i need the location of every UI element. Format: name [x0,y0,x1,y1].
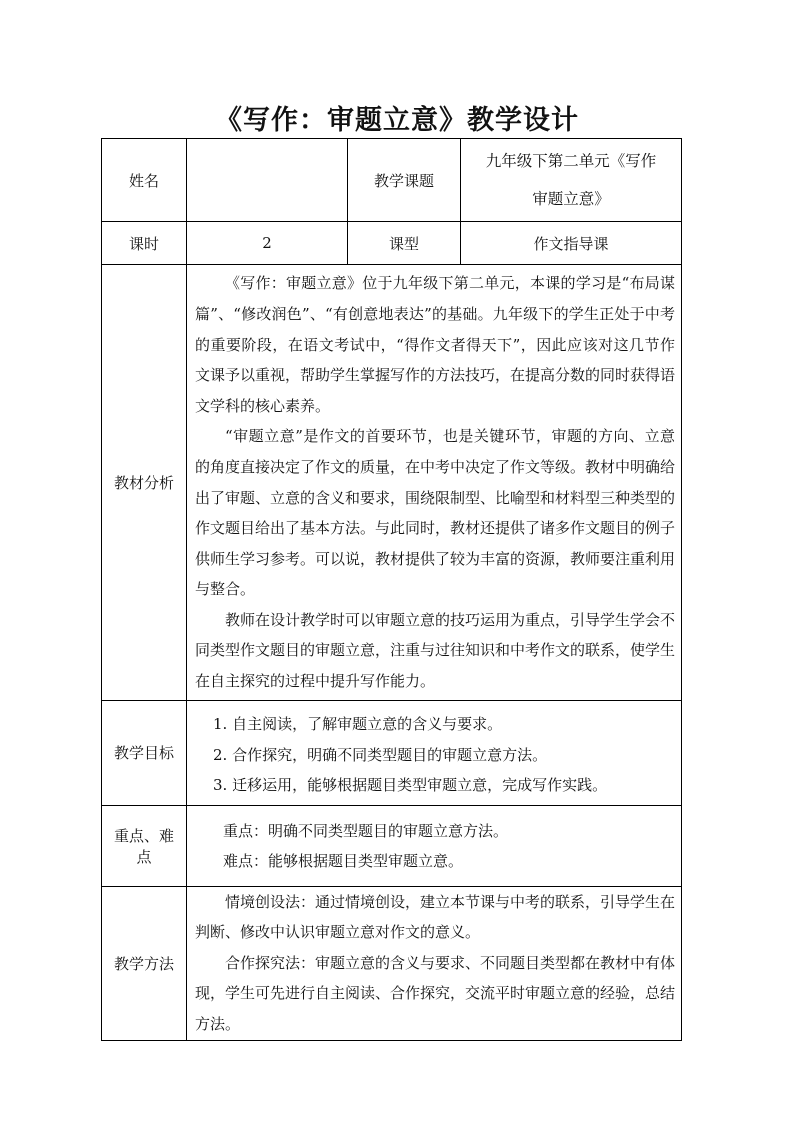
analysis-label: 教材分析 [102,265,187,701]
key-point: 重点：明确不同类型题目的审题立意方法。 [223,822,509,840]
method-paragraph: 合作探究法：审题立意的含义与要求、不同题目类型都在教材中有体现，学生可先进行自主阅读、合作探究，交流平时审题立意的经验，总结方法。 [195,953,676,1033]
hours-value: 2 [187,222,348,265]
name-label: 姓名 [102,139,187,222]
lesson-plan-table [101,138,682,1041]
page-title: 《写作：审题立意》教学设计 [215,105,579,136]
info-row-2 [102,222,682,265]
type-label: 课型 [348,222,461,265]
keypoints-content [187,805,682,886]
difficulty-point: 难点：能够根据题目类型审题立意。 [223,851,464,870]
goal-item: 1. 自主阅读，了解审题立意的含义与要求。 [213,715,503,733]
info-row-1 [102,139,682,222]
methods-label: 教学方法 [102,886,187,1040]
goal-item: 3. 迁移运用，能够根据题目类型审题立意，完成写作实践。 [213,776,608,794]
analysis-content [187,265,682,701]
methods-row [102,886,682,1040]
keypoints-row [102,805,682,886]
methods-content [187,886,682,1040]
goals-row [102,701,682,806]
analysis-row [102,265,682,701]
analysis-paragraph: “审题立意”是作文的首要环节，也是关键环节，审题的方向、立意的角度直接决定了作文的质量，在中考中决定了作文等级。教材中明确给出了审题、立意的含义和要求，围绕限制型、比喻型和材料型三种类型的作文题目给出了基本方法。与此同时，教材还提供了诸多作文题目的例子供师生学习参考。可以说，教材提供了较为丰富的资源，教师要注重利用与整合。 [195,427,676,599]
goals-content [187,701,682,806]
keypoints-label-line-2: 点 [136,847,152,866]
topic-line-1: 九年级下第二单元《写作 [485,152,657,170]
analysis-paragraph: 教师在设计教学时可以审题立意的技巧运用为重点，引导学生学会不同类型作文题目的审题立意，注重与过往知识和中考作文的联系，使学生在自主探究的过程中提升写作能力。 [195,610,676,691]
topic-value [461,139,682,222]
type-value: 作文指导课 [461,222,682,265]
goal-item: 2. 合作探究，明确不同类型题目的审题立意方法。 [213,745,548,764]
goals-label: 教学目标 [102,701,187,806]
method-paragraph: 情境创设法：通过情境创设，建立本节课与中考的联系，引导学生在判断、修改中认识审题立意对作文的意义。 [195,892,676,942]
topic-line-2: 审题立意》 [532,190,610,208]
keypoints-label [102,805,187,886]
keypoints-label-line-1: 重点、难 [113,826,174,845]
name-value [187,139,348,222]
topic-label: 教学课题 [348,139,461,222]
analysis-paragraph: 《写作：审题立意》位于九年级下第二单元，本课的学习是“布局谋篇”、“修改润色”、“有创意地表达”的基础。九年级下的学生正处于中考的重要阶段，在语文考试中，“得作文者得天下”，因此应该对这几节作文课予以重视，帮助学生掌握写作的方法技巧，在提高分数的同时获得语文学科的核心素养。 [195,274,676,415]
hours-label: 课时 [102,222,187,265]
